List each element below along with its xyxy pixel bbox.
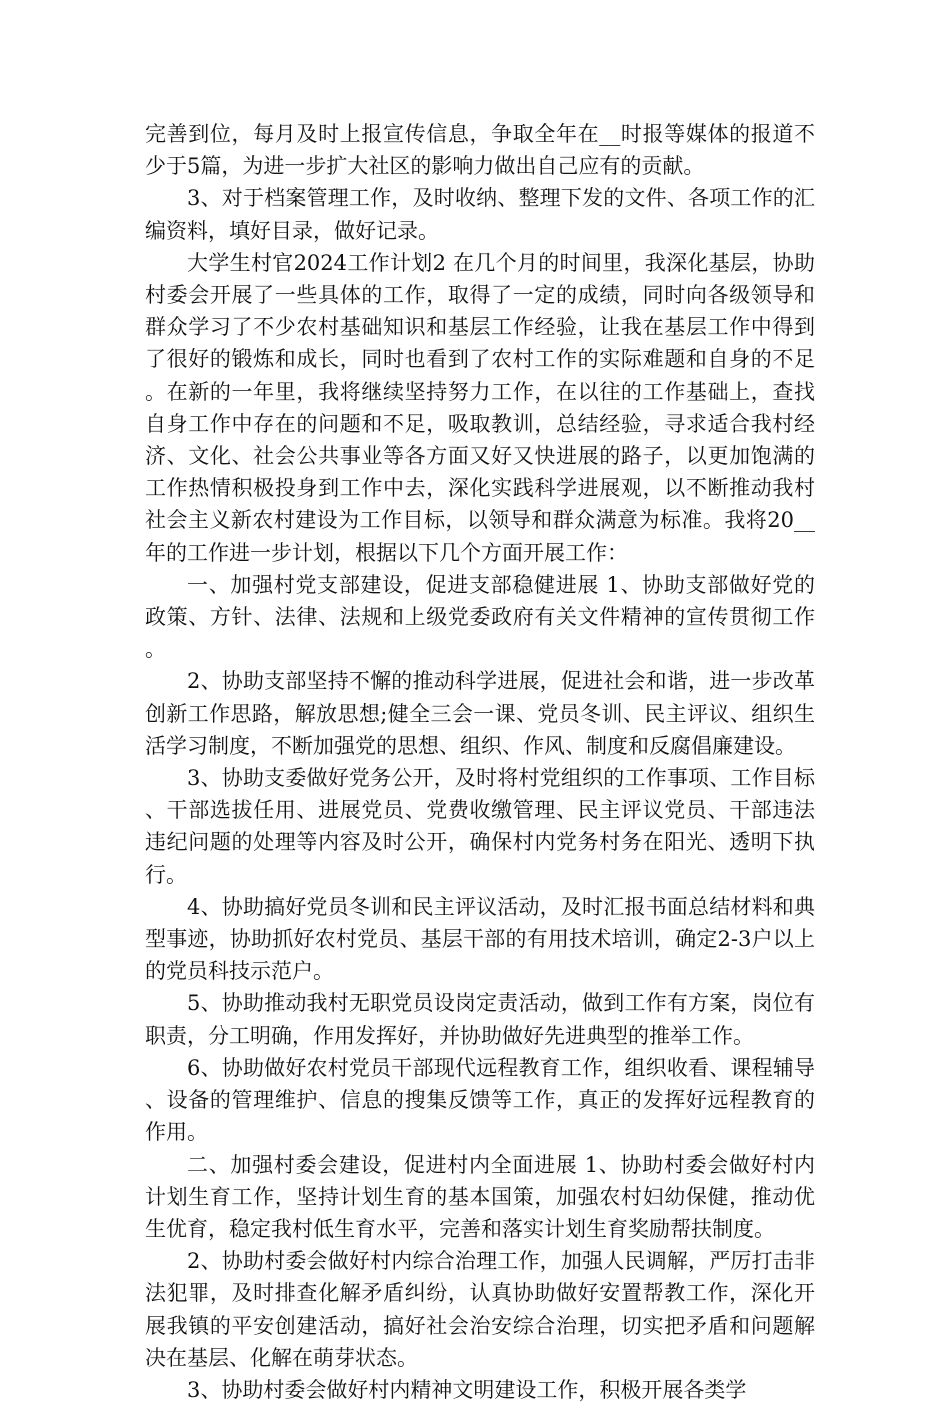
paragraph-3: 大学生村官2024工作计划2 在几个月的时间里，我深化基层，协助村委会开展了一些具体的工作，取得了一定的成绩，同时向各级领导和群众学习了不少农村基础知识和基层工作经验，让我在基层工作中得到了很好的锻炼和成长，同时也看到了农村工作的实际难题和自身的不足。在新的一年里，我将继续坚持努力工作，在以往的工作基础上，查找自身工作中存在的问题和不足，吸取教训，总结经验，寻求适合我村经济、文化、社会公共事业等各方面又好又快进展的路子，以更加饱满的工作热情积极投身到工作中去，深化实践科学进展观，以不断推动我村社会主义新农村建设为工作目标，以领导和群众满意为标准。我将20__年的工作进一步计划，根据以下几个方面开展工作： xyxy=(145,250,815,565)
document-page xyxy=(145,118,815,1406)
paragraph-4: 一、加强村党支部建设，促进支部稳健进展 1、协助支部做好党的政策、方针、法律、法规和上级党委政府有关文件精神的宣传贯彻工作。 xyxy=(145,572,815,662)
paragraph-6: 3、协助支委做好党务公开，及时将村党组织的工作事项、工作目标、干部选拔任用、进展党员、党费收缴管理、民主评议党员、干部违法违纪问题的处理等内容及时公开，确保村内党务村务在阳光、透明下执行。 xyxy=(145,766,815,887)
paragraph-2: 3、对于档案管理工作，及时收纳、整理下发的文件、各项工作的汇编资料，填好目录，做好记录。 xyxy=(145,186,815,243)
paragraph-9: 6、协助做好农村党员干部现代远程教育工作，组织收看、课程辅导、设备的管理维护、信息的搜集反馈等工作，真正的发挥好远程教育的作用。 xyxy=(145,1055,815,1145)
paragraph-7: 4、协助搞好党员冬训和民主评议活动，及时汇报书面总结材料和典型事迹，协助抓好农村党员、基层干部的有用技术培训，确定2-3户以上的党员科技示范户。 xyxy=(145,894,815,984)
paragraph-1: 完善到位，每月及时上报宣传信息，争取全年在__时报等媒体的报道不少于5篇，为进一步扩大社区的影响力做出自己应有的贡献。 xyxy=(145,122,815,179)
paragraph-11: 2、协助村委会做好村内综合治理工作，加强人民调解，严厉打击非法犯罪，及时排查化解矛盾纠纷，认真协助做好安置帮教工作，深化开展我镇的平安创建活动，搞好社会治安综合治理，切实把矛盾和问题解决在基层、化解在萌芽状态。 xyxy=(145,1249,815,1370)
paragraph-10: 二、加强村委会建设，促进村内全面进展 1、协助村委会做好村内计划生育工作，坚持计划生育的基本国策，加强农村妇幼保健，推动优生优育，稳定我村低生育水平，完善和落实计划生育奖励帮扶制度。 xyxy=(145,1152,815,1241)
paragraph-12: 3、协助村委会做好村内精神文明建设工作，积极开展各类学 xyxy=(187,1377,747,1402)
paragraph-8: 5、协助推动我村无职党员设岗定责活动，做到工作有方案，岗位有职责，分工明确，作用发挥好，并协助做好先进典型的推举工作。 xyxy=(145,991,815,1048)
paragraph-5: 2、协助支部坚持不懈的推动科学进展，促进社会和谐，进一步改革创新工作思路，解放思想;健全三会一课、党员冬训、民主评议、组织生活学习制度，不断加强党的思想、组织、作风、制度和反腐倡廉建设。 xyxy=(145,669,815,758)
